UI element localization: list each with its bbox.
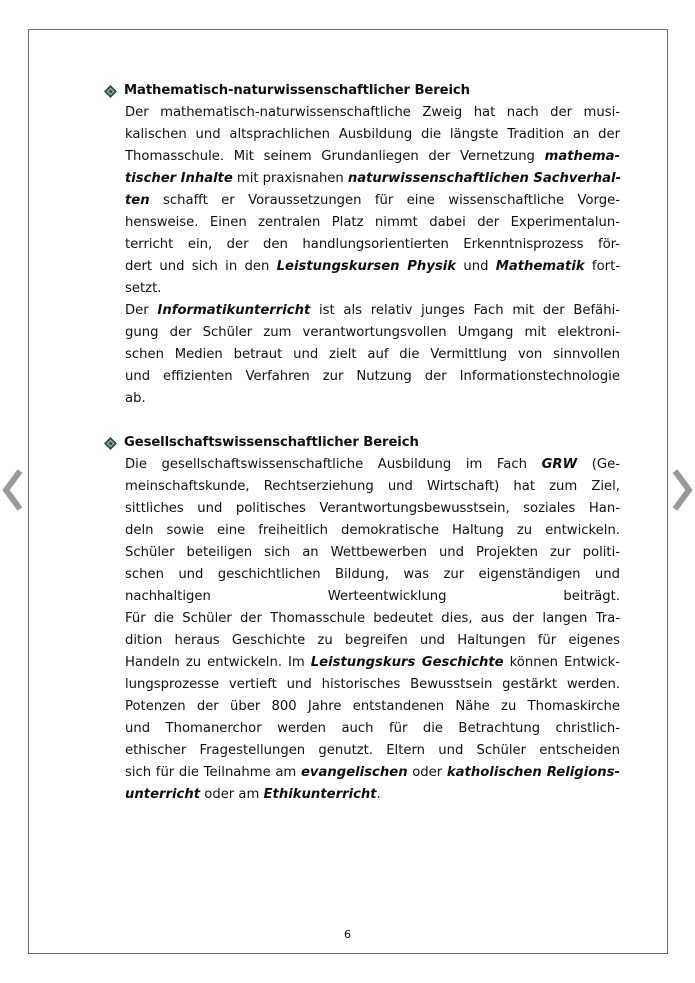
section-heading: [100, 80, 620, 102]
emphasized-term: katholischen Religions-: [446, 765, 620, 780]
emphasized-term: tischer Inhalte: [125, 171, 233, 186]
text-line: Schüler beteiligen sich an Wettbewerben und Projekten zur politi-: [125, 545, 620, 560]
section-social-science: [100, 432, 620, 806]
section-math-science: [100, 80, 620, 410]
text-line: tischer Inhalte mit praxisnahen naturwissenschaftlichen Sachverhal-: [125, 171, 621, 186]
text-line: ab.: [125, 391, 146, 406]
chevron-left-icon: [2, 468, 24, 512]
document-content: [100, 80, 620, 828]
text-line: terricht ein, der den handlungsorientierten Erkenntnisprozess för-: [125, 237, 620, 252]
text-line: meinschaftskunde, Rechtserziehung und Wirtschaft) hat zum Ziel,: [125, 479, 620, 494]
text-line: dition heraus Geschichte zu begreifen und Haltungen für eigenes: [125, 633, 620, 648]
text-line: ethischer Fragestellungen genutzt. Eltern und Schüler entscheiden: [125, 743, 620, 758]
text-line: und effizienten Verfahren zur Nutzung der Informationstechnologie: [125, 369, 620, 384]
emphasized-term: Leistungskurs Geschichte: [310, 655, 504, 670]
emphasized-term: Informatikunterricht: [157, 303, 311, 318]
text-line: Für die Schüler der Thomasschule bedeutet dies, aus der langen Tra-: [125, 611, 620, 626]
text-line: Handeln zu entwickeln. Im Leistungskurs Geschichte können Entwick-: [125, 655, 620, 670]
text-line: Die gesellschaftswissenschaftliche Ausbildung im Fach GRW (Ge-: [125, 457, 620, 472]
emphasized-term: Mathematik: [495, 259, 585, 274]
emphasized-term: unterricht: [125, 787, 201, 802]
emphasized-term: Ethikunterricht: [263, 787, 377, 802]
page-number: 6: [344, 928, 351, 941]
emphasized-term: naturwissenschaftlichen Sachverhal-: [347, 171, 621, 186]
emphasized-term: ten: [125, 193, 150, 208]
section-heading-text: Mathematisch-naturwissenschaftlicher Bereich: [124, 83, 470, 98]
emphasized-term: evangelischen: [300, 765, 408, 780]
emphasized-term: mathema-: [544, 149, 620, 164]
diamond-bullet-icon: [104, 437, 117, 450]
text-line: Der mathematisch-naturwissenschaftliche Zweig hat nach der musi-: [125, 105, 620, 120]
text-line: ten schafft er Voraussetzungen für eine wissenschaftliche Vorge-: [125, 193, 620, 208]
emphasized-term: Leistungskursen Physik: [276, 259, 457, 274]
text-line: lungsprozesse vertieft und historisches Bewusstsein gestärkt werden.: [125, 677, 620, 692]
section-body: [125, 454, 620, 806]
diamond-bullet-icon: [104, 85, 117, 98]
text-line: deln sowie eine freiheitlich demokratische Haltung zu entwickeln.: [125, 523, 620, 538]
text-line: gung der Schüler zum verantwortungsvollen Umgang mit elektroni-: [125, 325, 620, 340]
emphasized-term: GRW: [541, 457, 578, 472]
text-line: Thomasschule. Mit seinem Grundanliegen der Vernetzung mathema-: [125, 149, 620, 164]
text-line: setzt.: [125, 281, 162, 296]
text-line: sich für die Teilnahme am evangelischen oder katholischen Religions-: [125, 765, 620, 780]
section-body: [125, 102, 620, 410]
text-line: schen Medien betraut und zielt auf die Vermittlung von sinnvollen: [125, 347, 620, 362]
text-line: hensweise. Einen zentralen Platz nimmt dabei der Experimentalun-: [125, 215, 620, 230]
text-line: Der Informatikunterricht ist als relativ junges Fach mit der Befähi-: [125, 303, 620, 318]
chevron-right-icon: [671, 468, 693, 512]
text-line: schen und geschichtlichen Bildung, was zur eigenständigen und: [125, 567, 620, 582]
text-line: sittliches und politisches Verantwortungsbewusstsein, soziales Han-: [125, 501, 620, 516]
text-line: kalischen und altsprachlichen Ausbildung die längste Tradition an der: [125, 127, 620, 142]
text-line: unterricht oder am Ethikunterricht.: [125, 787, 381, 802]
next-page-button[interactable]: [671, 468, 693, 512]
text-line: und Thomanerchor werden auch für die Betrachtung christlich-: [125, 721, 620, 736]
section-heading-text: Gesellschaftswissenschaftlicher Bereich: [124, 435, 419, 450]
section-heading: [100, 432, 620, 454]
text-line: Potenzen der über 800 Jahre entstandenen Nähe zu Thomaskirche: [125, 699, 620, 714]
text-line: nachhaltigen Werteentwicklung beiträgt.: [125, 589, 620, 604]
previous-page-button[interactable]: [2, 468, 24, 512]
text-line: dert und sich in den Leistungskursen Physik und Mathematik fort-: [125, 259, 620, 274]
